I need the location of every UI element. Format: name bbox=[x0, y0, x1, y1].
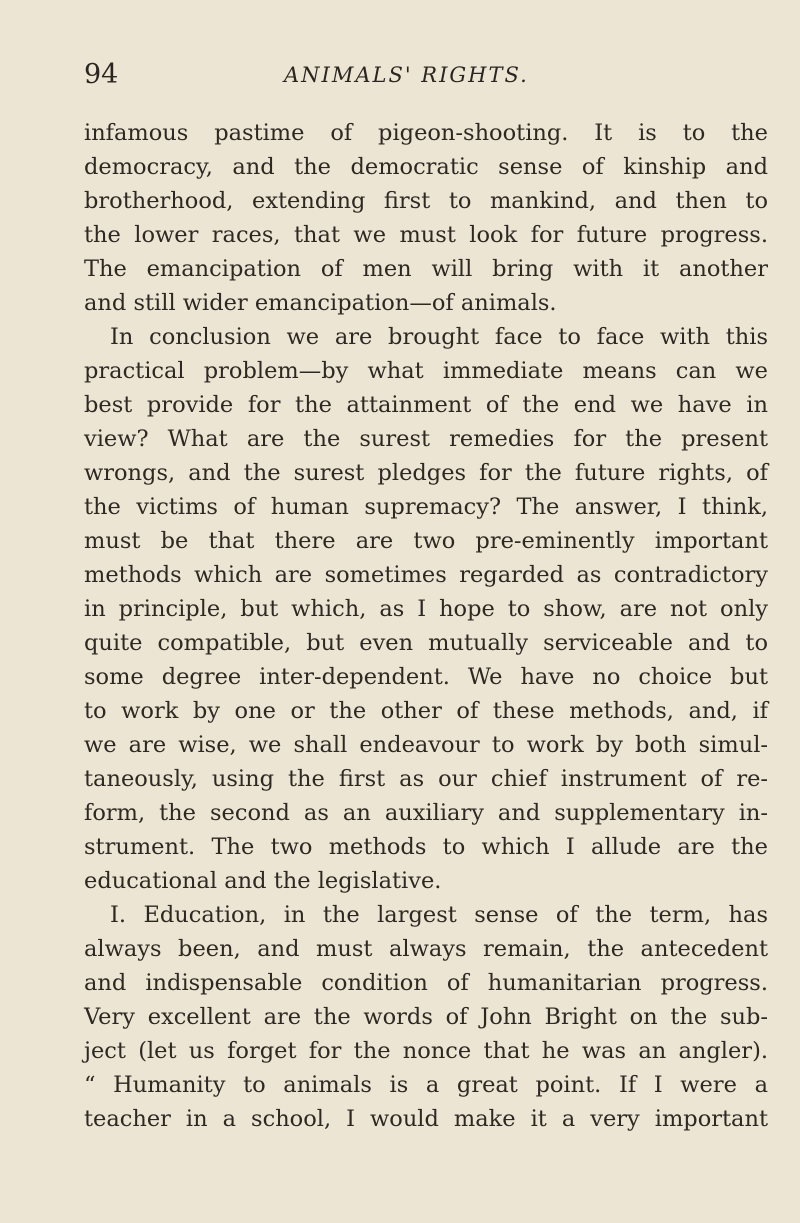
text-line: educational and the legislative. bbox=[84, 868, 442, 894]
text-line: practical problem—by what immediate means can we bbox=[84, 358, 768, 384]
running-head bbox=[84, 58, 764, 92]
text-line: In conclusion we are brought face to face with this bbox=[110, 324, 768, 350]
text-line: taneously, using the first as our chief instrument of re- bbox=[84, 766, 768, 792]
running-title: ANIMALS' RIGHTS. bbox=[284, 63, 529, 87]
body-text bbox=[84, 116, 768, 1136]
text-line: Very excellent are the words of John Bright on the sub- bbox=[84, 1004, 768, 1030]
text-line: must be that there are two pre-eminently important bbox=[84, 528, 768, 554]
text-line: infamous pastime of pigeon-shooting. It is to the bbox=[84, 120, 768, 146]
text-line: the lower races, that we must look for future progress. bbox=[84, 222, 768, 248]
text-line: best provide for the attainment of the end we have in bbox=[84, 392, 768, 418]
text-line: and indispensable condition of humanitarian progress. bbox=[84, 970, 768, 996]
text-line: teacher in a school, I would make it a very important bbox=[84, 1106, 768, 1132]
text-line: democracy, and the democratic sense of kinship and bbox=[84, 154, 768, 180]
text-line: methods which are sometimes regarded as contradictory bbox=[84, 562, 768, 588]
text-line: The emancipation of men will bring with it another bbox=[84, 256, 768, 282]
text-line: the victims of human supremacy? The answer, I think, bbox=[84, 494, 768, 520]
text-line: “ Humanity to animals is a great point. If I were a bbox=[84, 1072, 768, 1098]
text-line: wrongs, and the surest pledges for the future rights, of bbox=[84, 460, 768, 486]
text-line: strument. The two methods to which I allude are the bbox=[84, 834, 768, 860]
text-line: I. Education, in the largest sense of the term, has bbox=[110, 902, 768, 928]
text-line: view? What are the surest remedies for the present bbox=[84, 426, 768, 452]
text-line: in principle, but which, as I hope to show, are not only bbox=[84, 596, 768, 622]
text-line: brotherhood, extending first to mankind, and then to bbox=[84, 188, 768, 214]
text-line: we are wise, we shall endeavour to work by both simul- bbox=[84, 732, 768, 758]
text-line: always been, and must always remain, the antecedent bbox=[84, 936, 768, 962]
text-line: some degree inter-dependent. We have no choice but bbox=[84, 664, 768, 690]
page-number: 94 bbox=[84, 59, 119, 90]
text-line: form, the second as an auxiliary and supplementary in- bbox=[84, 800, 768, 826]
text-line: ject (let us forget for the nonce that he was an angler). bbox=[84, 1038, 768, 1064]
text-line: to work by one or the other of these methods, and, if bbox=[84, 698, 768, 724]
text-line: quite compatible, but even mutually serviceable and to bbox=[84, 630, 768, 656]
text-line: and still wider emancipation—of animals. bbox=[84, 290, 557, 316]
